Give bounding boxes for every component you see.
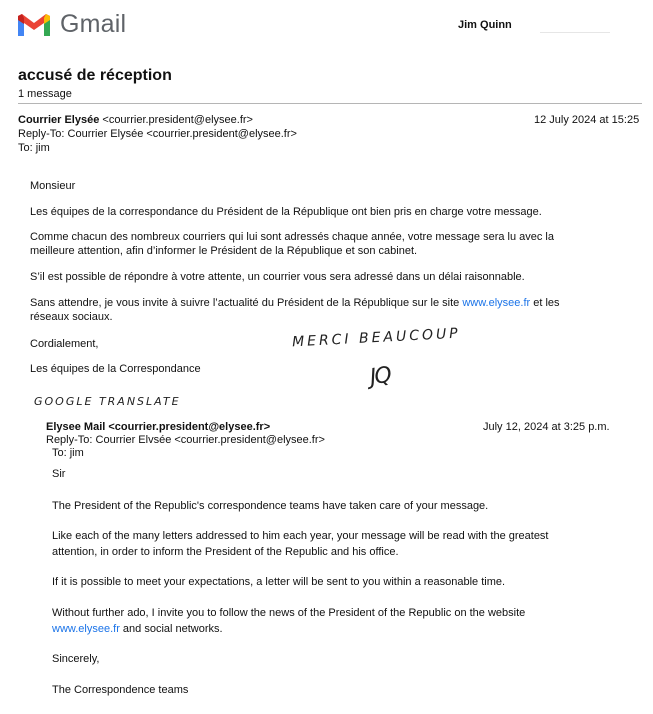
user-name: Jim Quinn	[458, 19, 512, 31]
gmail-logo-icon	[16, 12, 52, 38]
sender	[18, 113, 253, 127]
paragraph-en-1: The President of the Republic's correspondence teams have taken care of your message.	[52, 500, 489, 512]
app-name: Gmail	[60, 10, 127, 38]
paragraph-fr-1: Les équipes de la correspondance du Président de la République ont bien pris en charge votre message.	[30, 206, 542, 218]
handwritten-note: GOOGLE TRANSLATE	[34, 395, 181, 408]
message-date-en: July 12, 2024 at 3:25 p.m.	[483, 421, 610, 433]
paragraph-en-2: Like each of the many letters addressed to him each year, your message will be read with the greatest attention, in order to inform the President of the Republic and his office.	[52, 530, 549, 558]
paragraph-fr-4: Sans attendre, je vous invite à suivre l’actualité du Président de la République sur le site www.elysee.fr et les réseaux sociaux.	[30, 297, 560, 323]
redaction-line	[540, 32, 610, 33]
gmail-logo	[16, 10, 126, 39]
paragraph-fr-3: S’il est possible de répondre à votre attente, un courrier vous sera adressé dans un délai raisonnable.	[30, 271, 525, 283]
closing-fr: Cordialement,	[30, 338, 99, 350]
closing-en: Sincerely,	[52, 653, 100, 665]
recipient: To: jim	[18, 142, 50, 154]
reply-to-en: Reply-To: Courrier Elvsée <courrier.president@elysee.fr>	[46, 434, 325, 446]
paragraph-fr-2: Comme chacun des nombreux courriers qui lui sont adressés chaque année, votre message sera lu avec la meilleure attention, afin d’informer le Président de la République et son cabinet.	[30, 231, 554, 257]
reply-to: Reply-To: Courrier Elysée <courrier.president@elysee.fr>	[18, 128, 297, 140]
signature-en: The Correspondence teams	[52, 684, 189, 696]
sender-en: Elysee Mail <courrier.president@elysee.fr>	[46, 421, 271, 433]
elysee-link-en[interactable]: www.elysee.fr	[52, 623, 120, 635]
signature-fr: Les équipes de la Correspondance	[30, 363, 201, 375]
header-divider	[18, 103, 642, 104]
greeting-fr: Monsieur	[30, 180, 76, 192]
handwritten-thanks: MERCI BEAUCOUP	[291, 325, 462, 351]
paragraph-en-3: If it is possible to meet your expectations, a letter will be sent to you within a reasonable time.	[52, 576, 506, 588]
handwritten-initials: JQ	[368, 362, 392, 391]
sender-name: Courrier Elysée	[18, 114, 100, 126]
recipient-en: To: jim	[52, 447, 84, 459]
thread-subject: accusé de réception	[18, 67, 172, 84]
sender-email: <courrier.president@elysee.fr>	[102, 114, 253, 126]
message-date: 12 July 2024 at 15:25	[534, 114, 640, 126]
paragraph-en-4: Without further ado, I invite you to follow the news of the President of the Republic on the website www.elysee.fr and social networks.	[52, 607, 526, 635]
greeting-en: Sir	[52, 468, 66, 480]
message-count: 1 message	[18, 88, 72, 100]
elysee-link-fr[interactable]: www.elysee.fr	[462, 297, 531, 309]
